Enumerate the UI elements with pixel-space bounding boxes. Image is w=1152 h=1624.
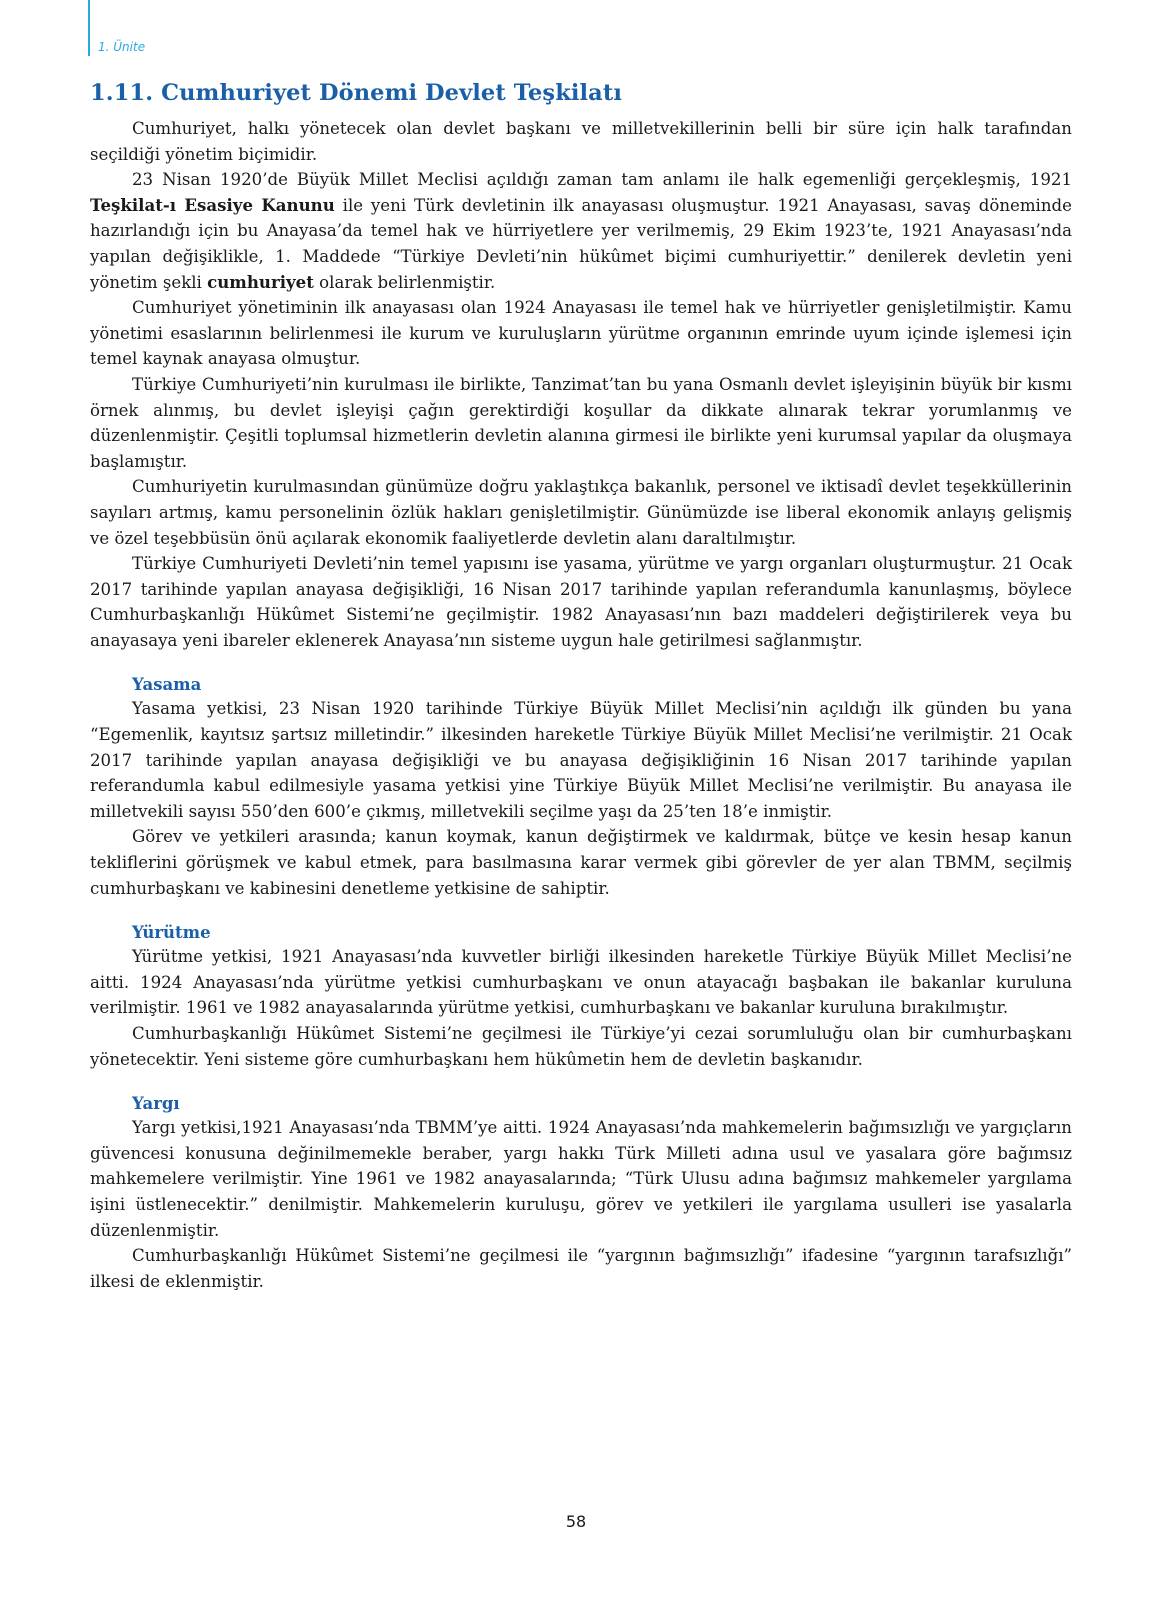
intro-paragraph-5: Cumhuriyetin kurulmasından günümüze doğru yaklaştıkça bakanlık, personel ve iktisadî devlet teşekküllerinin sayıları artmış, kamu personelinin özlük hakları genişletilmiştir. Günümüzde ise liberal ekonomik anlayış gelişmiş ve özel teşebbüsün önü açılarak ekonomik faaliyetlerde devletin alanı daraltılmıştır. (90, 477, 1072, 548)
unit-label: 1. Ünite (98, 40, 146, 54)
intro-paragraph-4: Türkiye Cumhuriyeti’nin kurulması ile birlikte, Tanzimat’tan bu yana Osmanlı devlet işleyişinin büyük bir kısmı örnek alınmış, bu devlet işleyişi çağın gerektirdiği koşullar da dikkate alınarak tekrar yorumlanmış ve düzenlenmiştir. Çeşitli toplumsal hizmetlerin devletin alanına girmesi ile birlikte yeni kurumsal yapılar da oluşmaya başlamıştır. (90, 374, 1072, 471)
yurutme-heading: Yürütme (132, 923, 211, 943)
page-number: 58 (565, 1512, 587, 1531)
intro-p2-text-a: 23 Nisan 1920’de Büyük Millet Meclisi açıldığı zaman tam anlamı ile halk egemenliği gerçekleşmiş, 1921 (132, 170, 1072, 190)
yasama-paragraph-1: Yasama yetkisi, 23 Nisan 1920 tarihinde Türkiye Büyük Millet Meclisi’nin açıldığı ilk günden bu yana “Egemenlik, kayıtsız şartsız milletindir.” ilkesinden hareketle Türkiye Büyük Millet Meclisi’ne verilmiştir. 21 Ocak 2017 tarihinde yapılan anayasa değişikliği ve bu anayasa değişikliğinin 16 Nisan 2017 tarihinde yapılan referandumla kabul edilmesiyle yasama yetkisi yine Türkiye Büyük Millet Meclisi’ne verilmiştir. Bu anayasa ile milletvekili sayısı 550’den 600’e çıkmış, milletvekili seçilme yaşı da 25’ten 18’e inmiştir. (90, 699, 1072, 821)
yasama-paragraph-2: Görev ve yetkileri arasında; kanun koymak, kanun değiştirmek ve kaldırmak, bütçe ve kesin hesap kanun tekliflerini görüşmek ve kabul etmek, para basılmasına karar vermek gibi görevler de yer alan TBMM, seçilmiş cumhurbaşkanı ve kabinesini denetleme yetkisine de sahiptir. (90, 827, 1072, 898)
intro-paragraph-2 (90, 167, 1072, 295)
page-content (90, 80, 1072, 1294)
cumhuriyet-term: cumhuriyet (207, 271, 314, 292)
yargi-heading: Yargı (132, 1094, 180, 1114)
header-accent-line (88, 0, 90, 56)
yasama-heading: Yasama (132, 675, 202, 695)
intro-paragraph-1: Cumhuriyet, halkı yönetecek olan devlet başkanı ve milletvekillerinin belli bir süre için halk tarafından seçildiği yönetim biçimidir. (90, 119, 1072, 164)
intro-p2-text-c: ile yeni Türk devletinin ilk anayasası oluşmuştur. 1921 Anayasası, savaş döneminde hazırlandığı için bu Anayasa’da temel hak ve hürriyetlere yer verilmemiş, 29 Ekim 1923’te, 1921 Anayasası’nda yapılan değişiklikle, 1. Maddede “Türkiye Devleti’nin hükûmet biçimi cumhuriyettir.” denilerek devletin yeni yönetim şekli (90, 195, 1072, 292)
intro-paragraph-6: Türkiye Cumhuriyeti Devleti’nin temel yapısını ise yasama, yürütme ve yargı organları oluşturmuştur. 21 Ocak 2017 tarihinde yapılan anayasa değişikliği, 16 Nisan 2017 tarihinde yapılan referandumla kanunlaşmış, böylece Cumhurbaşkanlığı Hükûmet Sistemi’ne geçilmiştir. 1982 Anayasası’nın bazı maddeleri değiştirilerek veya bu anayasaya yeni ibareler eklenerek Anayasa’nın sisteme uygun hale getirilmesi sağlanmıştır. (90, 554, 1072, 650)
section-title: 1.11. Cumhuriyet Dönemi Devlet Teşkilatı (90, 80, 622, 106)
yargi-paragraph-1: Yargı yetkisi,1921 Anayasası’nda TBMM’ye aitti. 1924 Anayasası’nda mahkemelerin bağımsızlığı ve yargıçların güvencesi konusuna değinilmemekle beraber, yargı hakkı Türk Milleti adına usul ve yasalara göre bağımsız mahkemelere verilmiştir. Yine 1961 ve 1982 anayasalarında; “Türk Ulusu adına bağımsız mahkemeler yargılama işini üstlenecektir.” denilmiştir. Mahkemelerin kuruluşu, görev ve yetkileri ile yargılama usulleri ise yasalarla düzenlenmiştir. (90, 1118, 1072, 1240)
teskilat-esasiye-term: Teşkilat-ı Esasiye Kanunu (90, 194, 335, 215)
intro-paragraph-3: Cumhuriyet yönetiminin ilk anayasası olan 1924 Anayasası ile temel hak ve hürriyetler genişletilmiştir. Kamu yönetimi esaslarının belirlenmesi ile kurum ve kuruluşların yürütme organının emrinde uyum içinde işlemesi için temel kaynak anayasa olmuştur. (90, 298, 1072, 369)
intro-p2-text-e: olarak belirlenmiştir. (313, 272, 496, 292)
yurutme-paragraph-1: Yürütme yetkisi, 1921 Anayasası’nda kuvvetler birliği ilkesinden hareketle Türkiye Büyük Millet Meclisi’ne aitti. 1924 Anayasası’nda yürütme yetkisi cumhurbaşkanı ve onun atayacağı başbakan ile bakanlar kuruluna verilmiştir. 1961 ve 1982 anayasalarında yürütme yetkisi, cumhurbaşkanı ve bakanlar kuruluna bırakılmıştır. (90, 947, 1072, 1018)
yurutme-paragraph-2: Cumhurbaşkanlığı Hükûmet Sistemi’ne geçilmesi ile Türkiye’yi cezai sorumluluğu olan bir cumhurbaşkanı yönetecektir. Yeni sisteme göre cumhurbaşkanı hem hükûmetin hem de devletin başkanıdır. (90, 1024, 1072, 1069)
yargi-paragraph-2: Cumhurbaşkanlığı Hükûmet Sistemi’ne geçilmesi ile “yargının bağımsızlığı” ifadesine “yargının tarafsızlığı” ilkesi de eklenmiştir. (90, 1246, 1072, 1291)
